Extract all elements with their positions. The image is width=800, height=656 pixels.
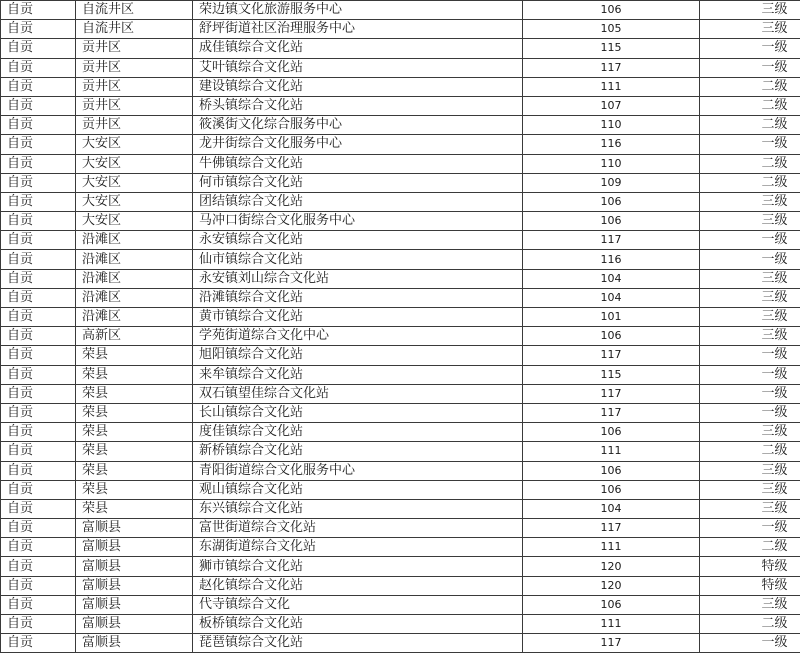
district-cell: 自流井区 [76,1,193,20]
score-cell: 117 [523,58,700,77]
grade-cell: 三级 [700,1,800,20]
district-cell: 荣县 [76,384,193,403]
district-cell: 沿滩区 [76,288,193,307]
station-name-cell: 荣边镇文化旅游服务中心 [193,1,523,20]
station-name-cell: 板桥镇综合文化站 [193,615,523,634]
score-cell: 110 [523,116,700,135]
table-row [1,77,800,96]
grade-cell: 一级 [700,403,800,422]
district-cell: 荣县 [76,403,193,422]
station-name-cell: 长山镇综合文化站 [193,403,523,422]
table-row [1,403,800,422]
city-cell: 自贡 [1,39,76,58]
city-cell: 自贡 [1,212,76,231]
table-body [1,1,800,653]
score-cell: 111 [523,77,700,96]
grade-cell: 一级 [700,634,800,653]
grade-cell: 三级 [700,212,800,231]
station-name-cell: 马冲口街综合文化服务中心 [193,212,523,231]
city-cell: 自贡 [1,308,76,327]
district-cell: 沿滩区 [76,250,193,269]
station-name-cell: 双石镇望佳综合文化站 [193,384,523,403]
grade-cell: 三级 [700,192,800,211]
table-row [1,442,800,461]
table-row [1,461,800,480]
district-cell: 富顺县 [76,538,193,557]
grade-cell: 三级 [700,308,800,327]
score-cell: 106 [523,595,700,614]
station-name-cell: 舒坪街道社区治理服务中心 [193,20,523,39]
table-row [1,269,800,288]
city-cell: 自贡 [1,173,76,192]
score-cell: 111 [523,615,700,634]
city-cell: 自贡 [1,154,76,173]
table-row [1,39,800,58]
district-cell: 贡井区 [76,116,193,135]
grade-cell: 二级 [700,173,800,192]
city-cell: 自贡 [1,1,76,20]
grade-cell: 一级 [700,365,800,384]
table-row [1,480,800,499]
grade-cell: 一级 [700,231,800,250]
score-cell: 101 [523,308,700,327]
score-cell: 117 [523,231,700,250]
table-row [1,135,800,154]
city-cell: 自贡 [1,365,76,384]
grade-cell: 三级 [700,423,800,442]
station-name-cell: 东兴镇综合文化站 [193,499,523,518]
score-cell: 120 [523,576,700,595]
grade-cell: 二级 [700,615,800,634]
station-name-cell: 度佳镇综合文化站 [193,423,523,442]
city-cell: 自贡 [1,634,76,653]
score-cell: 111 [523,442,700,461]
grade-cell: 二级 [700,116,800,135]
grade-cell: 二级 [700,77,800,96]
city-cell: 自贡 [1,77,76,96]
station-name-cell: 何市镇综合文化站 [193,173,523,192]
grade-cell: 三级 [700,499,800,518]
score-cell: 104 [523,269,700,288]
grade-cell: 特级 [700,557,800,576]
score-cell: 106 [523,212,700,231]
grade-cell: 三级 [700,269,800,288]
grade-cell: 二级 [700,154,800,173]
station-name-cell: 艾叶镇综合文化站 [193,58,523,77]
score-cell: 106 [523,192,700,211]
table-row [1,1,800,20]
district-cell: 贡井区 [76,96,193,115]
district-cell: 贡井区 [76,58,193,77]
grade-cell: 二级 [700,538,800,557]
station-name-cell: 沿滩镇综合文化站 [193,288,523,307]
table-row [1,116,800,135]
table-row [1,154,800,173]
city-cell: 自贡 [1,231,76,250]
district-cell: 高新区 [76,327,193,346]
table-row [1,634,800,653]
district-cell: 荣县 [76,499,193,518]
station-name-cell: 成佳镇综合文化站 [193,39,523,58]
table-row [1,423,800,442]
district-cell: 贡井区 [76,77,193,96]
station-name-cell: 仙市镇综合文化站 [193,250,523,269]
table-row [1,96,800,115]
district-cell: 沿滩区 [76,269,193,288]
grade-cell: 三级 [700,480,800,499]
grade-cell: 一级 [700,519,800,538]
grade-cell: 一级 [700,346,800,365]
district-cell: 富顺县 [76,576,193,595]
table-row [1,250,800,269]
score-cell: 105 [523,20,700,39]
district-cell: 沿滩区 [76,308,193,327]
city-cell: 自贡 [1,346,76,365]
city-cell: 自贡 [1,384,76,403]
city-cell: 自贡 [1,595,76,614]
station-name-cell: 永安镇刘山综合文化站 [193,269,523,288]
station-name-cell: 代寺镇综合文化 [193,595,523,614]
score-cell: 115 [523,39,700,58]
city-cell: 自贡 [1,499,76,518]
district-cell: 富顺县 [76,634,193,653]
district-cell: 大安区 [76,154,193,173]
city-cell: 自贡 [1,327,76,346]
station-name-cell: 旭阳镇综合文化站 [193,346,523,365]
table-row [1,231,800,250]
score-cell: 104 [523,288,700,307]
city-cell: 自贡 [1,442,76,461]
table-row [1,595,800,614]
district-cell: 富顺县 [76,595,193,614]
score-cell: 106 [523,1,700,20]
table-row [1,615,800,634]
table-row [1,212,800,231]
station-name-cell: 琵琶镇综合文化站 [193,634,523,653]
district-cell: 荣县 [76,480,193,499]
station-name-cell: 学苑街道综合文化中心 [193,327,523,346]
city-cell: 自贡 [1,269,76,288]
score-cell: 106 [523,461,700,480]
score-cell: 117 [523,403,700,422]
district-cell: 荣县 [76,423,193,442]
score-cell: 109 [523,173,700,192]
grade-cell: 二级 [700,442,800,461]
grade-cell: 三级 [700,20,800,39]
score-cell: 106 [523,327,700,346]
grade-cell: 二级 [700,96,800,115]
score-cell: 115 [523,365,700,384]
table-row [1,327,800,346]
score-cell: 117 [523,384,700,403]
table-row [1,384,800,403]
table-row [1,538,800,557]
city-cell: 自贡 [1,557,76,576]
district-cell: 沿滩区 [76,231,193,250]
grade-cell: 一级 [700,250,800,269]
city-cell: 自贡 [1,538,76,557]
table-row [1,308,800,327]
grade-cell: 三级 [700,461,800,480]
district-cell: 大安区 [76,135,193,154]
station-name-cell: 黄市镇综合文化站 [193,308,523,327]
district-cell: 荣县 [76,461,193,480]
table-row [1,519,800,538]
grade-cell: 三级 [700,327,800,346]
table-row [1,557,800,576]
city-cell: 自贡 [1,96,76,115]
district-cell: 荣县 [76,442,193,461]
score-cell: 116 [523,250,700,269]
grade-cell: 特级 [700,576,800,595]
table-row [1,58,800,77]
city-cell: 自贡 [1,480,76,499]
station-name-cell: 赵化镇综合文化站 [193,576,523,595]
district-cell: 富顺县 [76,557,193,576]
score-cell: 116 [523,135,700,154]
city-cell: 自贡 [1,192,76,211]
station-name-cell: 来牟镇综合文化站 [193,365,523,384]
city-cell: 自贡 [1,58,76,77]
district-cell: 大安区 [76,192,193,211]
district-cell: 荣县 [76,365,193,384]
score-cell: 120 [523,557,700,576]
score-cell: 111 [523,538,700,557]
grade-cell: 一级 [700,58,800,77]
table-row [1,365,800,384]
district-cell: 富顺县 [76,519,193,538]
city-cell: 自贡 [1,615,76,634]
table-row [1,20,800,39]
station-name-cell: 狮市镇综合文化站 [193,557,523,576]
score-cell: 106 [523,423,700,442]
grade-cell: 一级 [700,384,800,403]
station-name-cell: 牛佛镇综合文化站 [193,154,523,173]
city-cell: 自贡 [1,288,76,307]
district-cell: 大安区 [76,173,193,192]
score-cell: 104 [523,499,700,518]
station-name-cell: 桥头镇综合文化站 [193,96,523,115]
station-name-cell: 建设镇综合文化站 [193,77,523,96]
table-row [1,192,800,211]
grade-cell: 三级 [700,595,800,614]
grade-cell: 三级 [700,288,800,307]
district-cell: 荣县 [76,346,193,365]
station-name-cell: 龙井街综合文化服务中心 [193,135,523,154]
score-cell: 107 [523,96,700,115]
district-cell: 自流井区 [76,20,193,39]
grade-cell: 一级 [700,135,800,154]
city-cell: 自贡 [1,20,76,39]
city-cell: 自贡 [1,423,76,442]
table-row [1,346,800,365]
score-cell: 106 [523,480,700,499]
station-name-cell: 永安镇综合文化站 [193,231,523,250]
station-name-cell: 青阳街道综合文化服务中心 [193,461,523,480]
station-name-cell: 筱溪街文化综合服务中心 [193,116,523,135]
score-cell: 117 [523,346,700,365]
city-cell: 自贡 [1,135,76,154]
station-name-cell: 团结镇综合文化站 [193,192,523,211]
city-cell: 自贡 [1,403,76,422]
score-cell: 110 [523,154,700,173]
district-cell: 富顺县 [76,615,193,634]
city-cell: 自贡 [1,461,76,480]
score-cell: 117 [523,519,700,538]
table-row [1,576,800,595]
city-cell: 自贡 [1,116,76,135]
city-cell: 自贡 [1,250,76,269]
station-name-cell: 新桥镇综合文化站 [193,442,523,461]
station-name-cell: 东湖街道综合文化站 [193,538,523,557]
table-row [1,499,800,518]
station-name-cell: 观山镇综合文化站 [193,480,523,499]
score-cell: 117 [523,634,700,653]
grade-cell: 一级 [700,39,800,58]
city-cell: 自贡 [1,576,76,595]
city-cell: 自贡 [1,519,76,538]
table-row [1,288,800,307]
table-row [1,173,800,192]
district-cell: 大安区 [76,212,193,231]
station-name-cell: 富世街道综合文化站 [193,519,523,538]
district-cell: 贡井区 [76,39,193,58]
